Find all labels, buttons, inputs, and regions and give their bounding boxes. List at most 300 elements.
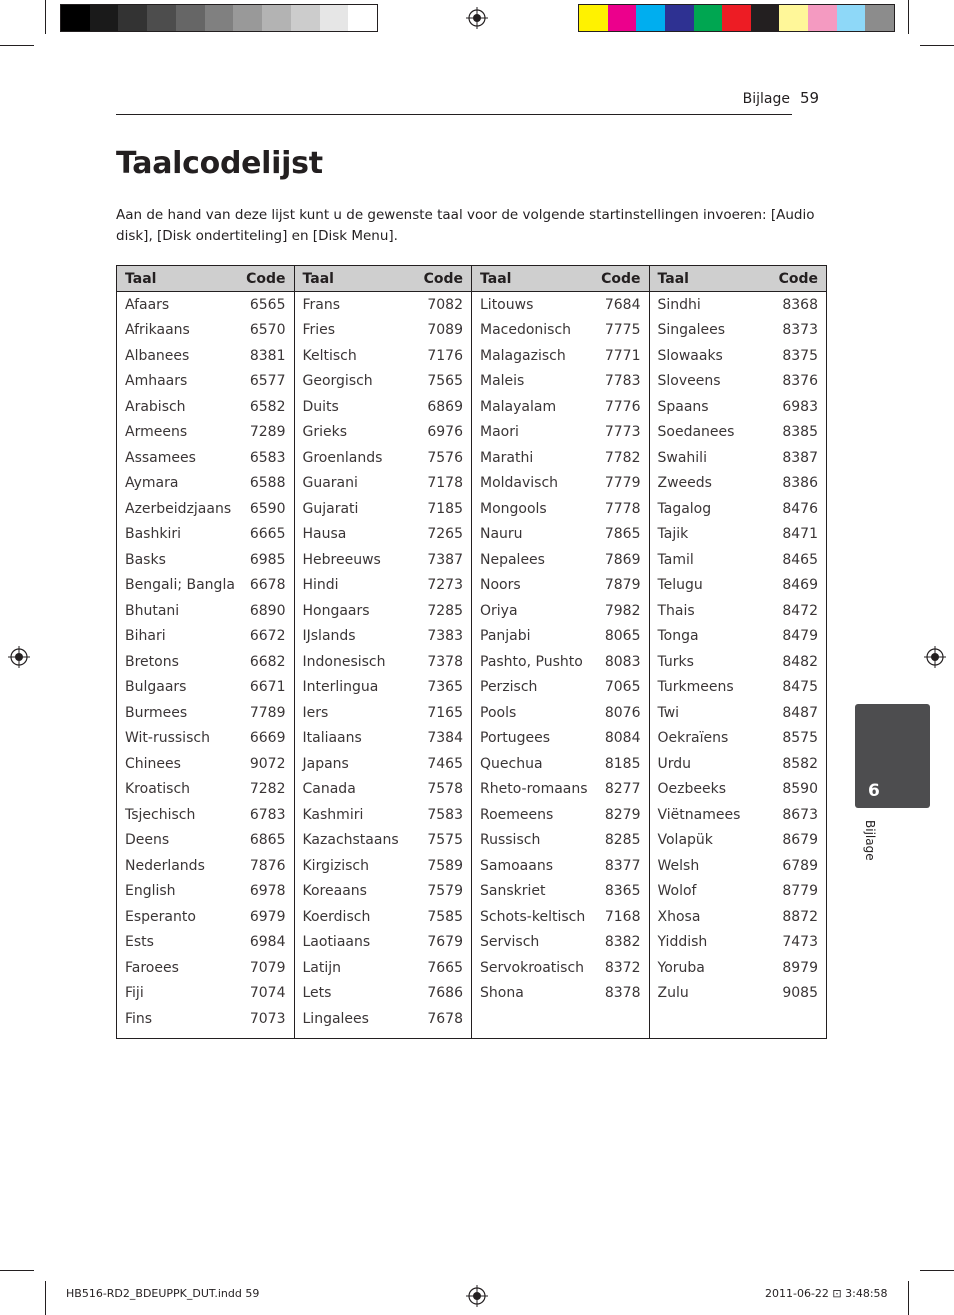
- calibration-swatch: [291, 5, 320, 31]
- table-row: [295, 981, 472, 1007]
- table-row: [295, 598, 472, 624]
- language-code: 8479: [782, 628, 818, 645]
- table-row: [472, 598, 649, 624]
- table-row: [295, 573, 472, 599]
- chapter-label: Bijlage: [863, 820, 877, 861]
- language-name: Fiji: [125, 985, 144, 1002]
- table-row: [472, 445, 649, 471]
- language-code: 6976: [427, 424, 463, 441]
- language-code: 7773: [604, 424, 641, 441]
- table-row: [295, 369, 472, 395]
- calibration-swatch: [90, 5, 119, 31]
- language-code: 6890: [249, 602, 286, 619]
- table-row: [650, 802, 827, 828]
- language-name: Urdu: [657, 755, 692, 772]
- language-name: Hongaars: [302, 602, 370, 619]
- language-name: Italiaans: [302, 730, 362, 747]
- table-row: [117, 547, 294, 573]
- language-name: Canada: [302, 781, 356, 798]
- language-code: 7576: [427, 449, 463, 466]
- table-row: [117, 751, 294, 777]
- language-name: Bretons: [125, 653, 179, 670]
- language-name: Esperanto: [125, 908, 196, 925]
- calibration-swatch: [262, 5, 291, 31]
- table-row: [295, 1006, 472, 1032]
- calibration-swatch: [865, 5, 894, 31]
- table-row: [650, 496, 827, 522]
- table-row: [117, 700, 294, 726]
- language-code: 6570: [249, 322, 286, 339]
- language-name: Indonesisch: [302, 653, 386, 670]
- language-code: 8065: [604, 628, 641, 645]
- language-code: 8372: [604, 959, 641, 976]
- language-name: Assamees: [125, 449, 196, 466]
- language-name: Samoaans: [480, 857, 553, 874]
- language-name: Duits: [302, 398, 339, 415]
- table-row: [650, 420, 827, 446]
- language-code: 6979: [249, 908, 286, 925]
- language-code: 8377: [604, 857, 641, 874]
- footer-filename: HB516-RD2_BDEUPPK_DUT.indd 59: [66, 1287, 260, 1300]
- language-code: 7384: [427, 730, 463, 747]
- language-name: Basks: [125, 551, 166, 568]
- language-name: Hebreeuws: [302, 551, 381, 568]
- language-code: 8277: [604, 781, 641, 798]
- language-code: 7074: [249, 985, 286, 1002]
- calibration-swatch: [665, 5, 694, 31]
- language-name: Hindi: [302, 577, 339, 594]
- language-code: 8386: [782, 475, 818, 492]
- language-code: 7665: [427, 959, 463, 976]
- table-row: [295, 445, 472, 471]
- language-name: Macedonisch: [480, 322, 572, 339]
- language-name: Wit-russisch: [125, 730, 210, 747]
- table-row: [295, 955, 472, 981]
- language-name: Aymara: [125, 475, 179, 492]
- language-name: Gujarati: [302, 500, 359, 517]
- language-code: 7684: [604, 296, 641, 313]
- language-name: Armeens: [125, 424, 188, 441]
- language-code: 7165: [427, 704, 463, 721]
- language-name: Quechua: [480, 755, 543, 772]
- table-column: [117, 266, 294, 1038]
- header-divider: [116, 114, 792, 115]
- table-row: [650, 777, 827, 803]
- table-row: [117, 343, 294, 369]
- language-code: 7365: [427, 679, 463, 696]
- crop-mark: [920, 45, 954, 46]
- table-header: [117, 266, 294, 292]
- language-name: Bhutani: [125, 602, 180, 619]
- language-code: 6682: [249, 653, 286, 670]
- table-row: [117, 318, 294, 344]
- language-code: 8387: [782, 449, 818, 466]
- language-name: Pools: [480, 704, 517, 721]
- table-row: [117, 471, 294, 497]
- language-code: 7982: [604, 602, 641, 619]
- language-code: 8375: [782, 347, 818, 364]
- language-header: Taal: [480, 270, 512, 287]
- language-code: 7778: [604, 500, 641, 517]
- language-code: 6665: [249, 526, 286, 543]
- language-code: 7565: [427, 373, 463, 390]
- table-row: [650, 726, 827, 752]
- language-code: 8365: [604, 883, 641, 900]
- language-name: Russisch: [480, 832, 541, 849]
- language-code: 7879: [604, 577, 641, 594]
- language-code: 7073: [249, 1010, 286, 1027]
- language-name: Frans: [302, 296, 341, 313]
- language-code: 7869: [604, 551, 641, 568]
- language-header: Taal: [125, 270, 157, 287]
- calibration-swatch: [779, 5, 808, 31]
- language-name: Volapük: [657, 832, 713, 849]
- table-row: [472, 955, 649, 981]
- table-row: [295, 624, 472, 650]
- language-code: 9072: [249, 755, 286, 772]
- chapter-number: 6: [868, 781, 880, 801]
- language-name: English: [125, 883, 176, 900]
- table-row: [472, 496, 649, 522]
- language-code: 6783: [249, 806, 286, 823]
- language-name: Oriya: [480, 602, 518, 619]
- language-code: 7465: [427, 755, 463, 772]
- language-name: IJslands: [302, 628, 356, 645]
- language-name: Maleis: [480, 373, 525, 390]
- language-code: 7876: [249, 857, 286, 874]
- language-name: Litouws: [480, 296, 534, 313]
- language-code: 8285: [604, 832, 641, 849]
- language-name: Grieks: [302, 424, 348, 441]
- language-code: 7178: [427, 475, 463, 492]
- language-name: Yoruba: [657, 959, 705, 976]
- language-code: 6865: [249, 832, 286, 849]
- language-name: Malagazisch: [480, 347, 566, 364]
- language-code: 8482: [782, 653, 818, 670]
- language-name: Viëtnamees: [657, 806, 741, 823]
- crop-mark: [908, 1281, 909, 1315]
- language-code: 7065: [604, 679, 641, 696]
- table-row: [472, 700, 649, 726]
- language-code: 6588: [249, 475, 286, 492]
- language-code: 9085: [782, 985, 818, 1002]
- table-row: [295, 751, 472, 777]
- table-row: [472, 802, 649, 828]
- language-code: 7176: [427, 347, 463, 364]
- language-code: 7678: [427, 1010, 463, 1027]
- table-row: [295, 318, 472, 344]
- table-row: [650, 292, 827, 318]
- language-name: Portugees: [480, 730, 551, 747]
- language-code: 8472: [782, 602, 818, 619]
- header-section-label: Bijlage: [742, 91, 790, 107]
- language-name: Koerdisch: [302, 908, 371, 925]
- table-row: [650, 598, 827, 624]
- table-row: [117, 522, 294, 548]
- table-row: [650, 751, 827, 777]
- table-header: [295, 266, 472, 292]
- language-name: Lets: [302, 985, 332, 1002]
- table-row: [472, 292, 649, 318]
- language-name: Keltisch: [302, 347, 357, 364]
- table-row: [650, 369, 827, 395]
- calibration-swatch: [837, 5, 866, 31]
- table-row: [295, 930, 472, 956]
- language-name: Georgisch: [302, 373, 373, 390]
- language-name: Bashkiri: [125, 526, 181, 543]
- table-row: [650, 981, 827, 1007]
- table-row: [295, 675, 472, 701]
- language-name: Singalees: [657, 322, 726, 339]
- language-code: 8385: [782, 424, 818, 441]
- language-name: Afaars: [125, 296, 170, 313]
- language-code: 7575: [427, 832, 463, 849]
- language-name: Albanees: [125, 347, 190, 364]
- language-code: 8382: [604, 934, 641, 951]
- calibration-swatch: [233, 5, 262, 31]
- language-code: 6978: [249, 883, 286, 900]
- language-name: Kirgizisch: [302, 857, 369, 874]
- language-code: 8376: [782, 373, 818, 390]
- table-row: [650, 471, 827, 497]
- language-name: Rheto-romaans: [480, 781, 588, 798]
- language-name: Laotiaans: [302, 934, 371, 951]
- table-row: [295, 879, 472, 905]
- language-name: Slowaaks: [657, 347, 723, 364]
- table-row: [295, 904, 472, 930]
- page-number: 59: [800, 89, 820, 107]
- language-code: 7289: [249, 424, 286, 441]
- language-code: 7782: [604, 449, 641, 466]
- language-code: 7578: [427, 781, 463, 798]
- language-name: Kroatisch: [125, 781, 191, 798]
- language-code: 7383: [427, 628, 463, 645]
- table-row: [117, 292, 294, 318]
- language-name: Pashto, Pushto: [480, 653, 583, 670]
- language-name: Marathi: [480, 449, 534, 466]
- language-name: Zulu: [657, 985, 689, 1002]
- table-row: [472, 318, 649, 344]
- table-row: [472, 828, 649, 854]
- table-row: [650, 879, 827, 905]
- language-code: 7771: [604, 347, 641, 364]
- language-header: Taal: [302, 270, 334, 287]
- table-row: [650, 853, 827, 879]
- table-row: [650, 955, 827, 981]
- table-row: [650, 318, 827, 344]
- table-row: [650, 573, 827, 599]
- table-row: [117, 573, 294, 599]
- calibration-swatch: [694, 5, 723, 31]
- language-name: Twi: [657, 704, 680, 721]
- table-row: [472, 522, 649, 548]
- table-row: [472, 471, 649, 497]
- language-name: Tajik: [657, 526, 689, 543]
- language-code: 8185: [604, 755, 641, 772]
- language-name: Sindhi: [657, 296, 701, 313]
- language-code: 7265: [427, 526, 463, 543]
- language-code: 8381: [249, 347, 286, 364]
- language-code: 7783: [604, 373, 641, 390]
- language-name: Perzisch: [480, 679, 538, 696]
- language-name: Fins: [125, 1010, 153, 1027]
- language-code: 6577: [249, 373, 286, 390]
- registration-mark-icon: [466, 1285, 488, 1307]
- language-name: Soedanees: [657, 424, 735, 441]
- table-column: [471, 266, 649, 1038]
- language-code: 7168: [604, 908, 641, 925]
- table-row: [117, 828, 294, 854]
- table-row: [650, 904, 827, 930]
- table-row: [650, 700, 827, 726]
- language-name: Chinees: [125, 755, 181, 772]
- language-name: Japans: [302, 755, 349, 772]
- table-row: [472, 853, 649, 879]
- code-header: Code: [423, 270, 463, 287]
- language-code: 8076: [604, 704, 641, 721]
- calibration-swatch: [147, 5, 176, 31]
- language-code: 6672: [249, 628, 286, 645]
- language-name: Swahili: [657, 449, 707, 466]
- language-code: 7776: [604, 398, 641, 415]
- table-row: [472, 369, 649, 395]
- intro-paragraph: Aan de hand van deze lijst kunt u de gewenste taal voor de volgende startinstellingen invoeren: [Audio disk], [Disk ondertiteling] en [Disk Menu].: [116, 207, 815, 244]
- crop-mark: [908, 0, 909, 34]
- table-row: [472, 751, 649, 777]
- language-name: Groenlands: [302, 449, 383, 466]
- calibration-swatch: [205, 5, 234, 31]
- language-name: Bihari: [125, 628, 166, 645]
- table-row: [295, 471, 472, 497]
- language-code: 7585: [427, 908, 463, 925]
- language-name: Shona: [480, 985, 524, 1002]
- language-code: 6671: [249, 679, 286, 696]
- table-row: [295, 777, 472, 803]
- language-code: 8083: [604, 653, 641, 670]
- language-name: Latijn: [302, 959, 342, 976]
- table-row: [650, 445, 827, 471]
- language-name: Bulgaars: [125, 679, 187, 696]
- language-name: Kashmiri: [302, 806, 364, 823]
- language-code: 7579: [427, 883, 463, 900]
- language-name: Ests: [125, 934, 154, 951]
- table-row: [117, 955, 294, 981]
- table-row: [472, 904, 649, 930]
- table-row: [295, 522, 472, 548]
- table-row: [650, 547, 827, 573]
- footer-timestamp: 2011-06-22 ⊡ 3:48:58: [765, 1287, 888, 1300]
- table-row: [295, 547, 472, 573]
- language-code: 8673: [782, 806, 818, 823]
- table-column: [649, 266, 827, 1038]
- table-row: [650, 930, 827, 956]
- language-name: Servisch: [480, 934, 540, 951]
- language-name: Panjabi: [480, 628, 531, 645]
- table-row: [472, 675, 649, 701]
- language-code: 8476: [782, 500, 818, 517]
- language-code: 6582: [249, 398, 286, 415]
- language-name: Afrikaans: [125, 322, 190, 339]
- language-name: Tagalog: [657, 500, 712, 517]
- calibration-swatch: [751, 5, 780, 31]
- crop-mark: [45, 0, 46, 34]
- language-name: Iers: [302, 704, 329, 721]
- language-name: Nauru: [480, 526, 523, 543]
- crop-mark: [0, 1270, 34, 1271]
- language-name: Malayalam: [480, 398, 557, 415]
- code-header: Code: [601, 270, 641, 287]
- language-code: 8872: [782, 908, 818, 925]
- table-row: [295, 292, 472, 318]
- language-code: 7273: [427, 577, 463, 594]
- language-code: 7779: [604, 475, 641, 492]
- language-name: Turks: [657, 653, 694, 670]
- language-name: Koreaans: [302, 883, 367, 900]
- language-name: Schots-keltisch: [480, 908, 586, 925]
- table-row: [650, 675, 827, 701]
- table-header: [472, 266, 649, 292]
- language-code: 6565: [249, 296, 286, 313]
- grayscale-calibration-bar: [60, 4, 378, 32]
- table-row: [472, 726, 649, 752]
- table-row: [117, 726, 294, 752]
- table-row: [117, 1006, 294, 1032]
- table-row: [117, 930, 294, 956]
- language-code: 6669: [249, 730, 286, 747]
- table-row: [117, 981, 294, 1007]
- table-row: [117, 904, 294, 930]
- language-code: 7679: [427, 934, 463, 951]
- language-name: Maori: [480, 424, 519, 441]
- language-name: Bengali; Bangla: [125, 577, 235, 594]
- language-code: 7686: [427, 985, 463, 1002]
- language-name: Faroees: [125, 959, 179, 976]
- table-row: [117, 496, 294, 522]
- language-name: Moldavisch: [480, 475, 559, 492]
- language-code: 8575: [782, 730, 818, 747]
- language-name: Turkmeens: [657, 679, 734, 696]
- language-name: Deens: [125, 832, 170, 849]
- chapter-tab: [855, 704, 930, 808]
- code-header: Code: [246, 270, 286, 287]
- table-row: [117, 420, 294, 446]
- language-code: 7589: [427, 857, 463, 874]
- language-name: Xhosa: [657, 908, 701, 925]
- page-title: Taalcodelijst: [116, 146, 323, 181]
- language-name: Oekraïens: [657, 730, 729, 747]
- language-code: 6985: [249, 551, 286, 568]
- table-row: [650, 624, 827, 650]
- crop-mark: [920, 1270, 954, 1271]
- table-row: [117, 598, 294, 624]
- table-row: [650, 522, 827, 548]
- calibration-swatch: [636, 5, 665, 31]
- language-name: Tonga: [657, 628, 699, 645]
- crop-mark: [0, 45, 34, 46]
- language-code: 7387: [427, 551, 463, 568]
- language-code: 7583: [427, 806, 463, 823]
- language-code: 8475: [782, 679, 818, 696]
- registration-mark-icon: [8, 646, 30, 668]
- language-name: Lingalees: [302, 1010, 369, 1027]
- table-row: [472, 624, 649, 650]
- table-row: [117, 369, 294, 395]
- language-code: 8582: [782, 755, 818, 772]
- language-code: 7082: [427, 296, 463, 313]
- language-name: Sanskriet: [480, 883, 546, 900]
- language-name: Noors: [480, 577, 521, 594]
- language-code: 7775: [604, 322, 641, 339]
